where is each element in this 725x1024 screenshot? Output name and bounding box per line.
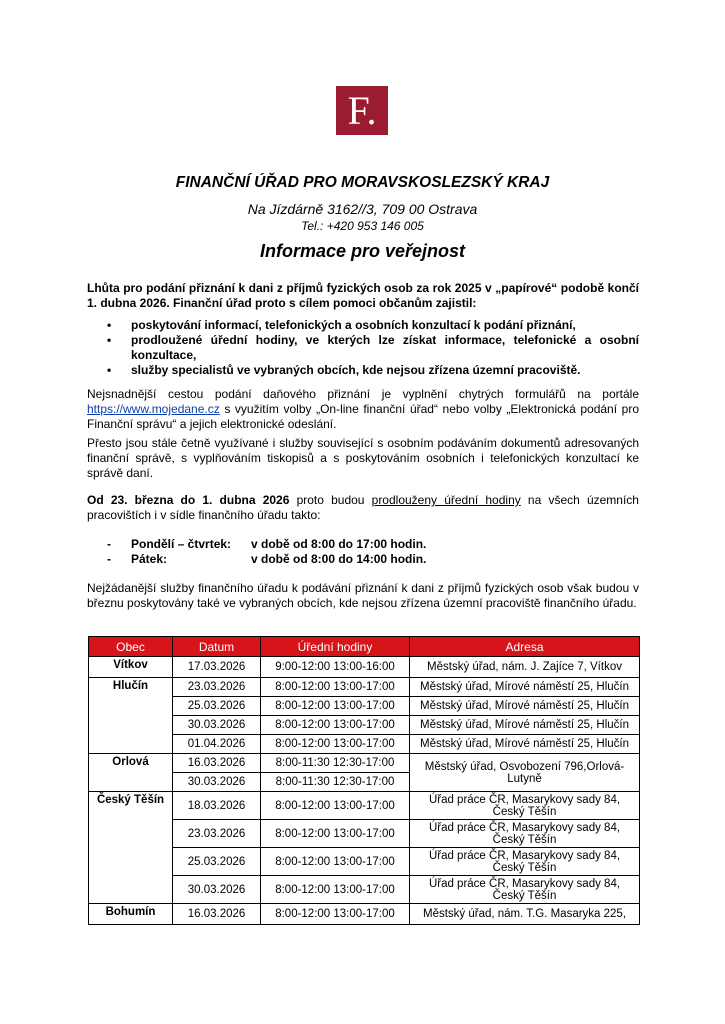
cell-datum: 30.03.2026	[173, 716, 261, 735]
cell-hodiny: 8:00-12:00 13:00-17:00	[261, 876, 410, 904]
cell-hodiny: 8:00-11:30 12:30-17:00	[261, 773, 410, 792]
cell-datum: 30.03.2026	[173, 876, 261, 904]
extended-hours-underlined: prodlouženy úřední hodiny	[371, 493, 521, 507]
office-hours	[107, 537, 426, 567]
header-datum: Datum	[173, 637, 261, 657]
cell-adresa: Městský úřad, Mírové náměstí 25, Hlučín	[410, 697, 640, 716]
header-obec: Obec	[89, 637, 173, 657]
services-list	[87, 318, 639, 378]
cell-adresa: Úřad práce ČR, Masarykovy sady 84, Český Těšín	[410, 876, 640, 904]
cell-datum: 16.03.2026	[173, 904, 261, 925]
org-name: FINANČNÍ ÚŘAD PRO MORAVSKOSLEZSKÝ KRAJ	[175, 174, 550, 191]
cell-datum: 25.03.2026	[173, 697, 261, 716]
list-item: • prodloužené úřední hodiny, ve kterých lze získat informace, telefonické a osobní konzultace,	[87, 333, 639, 363]
eportal-text-after: s využitím volby „On-line finanční úřad“ nebo volby „Elektronická podání pro Finanční správu“ a jejich elektronické odeslání.	[87, 402, 639, 431]
cell-obec: Orlová	[89, 754, 173, 792]
cell-hodiny: 8:00-12:00 13:00-17:00	[261, 820, 410, 848]
cell-adresa: Městský úřad, Osvobození 796,Orlová-Lutyně	[410, 754, 640, 792]
hours-time: v době od 8:00 do 17:00 hodin.	[251, 537, 427, 551]
cell-obec: Bohumín	[89, 904, 173, 925]
org-phone: Tel.: +420 953 146 005	[301, 219, 424, 233]
hours-time: v době od 8:00 do 14:00 hodin.	[251, 552, 427, 566]
intro-paragraph: Lhůta pro podání přiznání k dani z příjmů fyzických osob za rok 2025 v „papírové“ podobě končí 1. dubna 2026. Finanční úřad proto s cílem pomoci občanům zajistil:	[87, 281, 639, 310]
cell-adresa: Městský úřad, nám. T.G. Masaryka 225,	[410, 904, 640, 925]
hours-row	[107, 552, 426, 567]
list-item: • poskytování informací, telefonických a osobních konzultací k podání přiznání,	[87, 318, 639, 333]
hours-day: Pondělí – čtvrtek:	[131, 537, 232, 551]
logo: F.	[336, 86, 388, 135]
table-row	[89, 678, 640, 697]
cell-obec: Vítkov	[89, 657, 173, 678]
services-paragraph: Přesto jsou stále četně využívané i služby související s osobním podáváním dokumentů adresovaných finanční správě, s vyplňováním tiskopisů a s poskytováním osobních i telefonických konzultací ke správě daní.	[87, 436, 639, 480]
hours-row	[107, 537, 426, 552]
cell-adresa: Městský úřad, Mírové náměstí 25, Hlučín	[410, 735, 640, 754]
cell-datum: 23.03.2026	[173, 820, 261, 848]
table-header-row	[89, 637, 640, 657]
cell-hodiny: 8:00-12:00 13:00-17:00	[261, 904, 410, 925]
eportal-text-before: Nejsnadnější cestou podání daňového přiznání je vyplnění chytrých formulářů na portále	[87, 387, 639, 401]
header-hodiny: Úřední hodiny	[261, 637, 410, 657]
cell-hodiny: 9:00-12:00 13:00-16:00	[261, 657, 410, 678]
cell-adresa: Úřad práce ČR, Masarykovy sady 84, Český Těšín	[410, 848, 640, 876]
cell-obec: Český Těšín	[89, 792, 173, 904]
cell-datum: 23.03.2026	[173, 678, 261, 697]
extended-hours-paragraph	[87, 493, 639, 523]
extended-hours-period: Od 23. března do 1. dubna 2026	[87, 493, 290, 507]
table-row	[89, 657, 640, 678]
cell-datum: 25.03.2026	[173, 848, 261, 876]
cell-hodiny: 8:00-12:00 13:00-17:00	[261, 697, 410, 716]
hours-dash: -	[107, 537, 111, 551]
table-row	[89, 792, 640, 820]
cell-datum: 17.03.2026	[173, 657, 261, 678]
hours-dash: -	[107, 552, 111, 566]
cell-datum: 01.04.2026	[173, 735, 261, 754]
cell-hodiny: 8:00-12:00 13:00-17:00	[261, 716, 410, 735]
cell-hodiny: 8:00-12:00 13:00-17:00	[261, 735, 410, 754]
header-adresa: Adresa	[410, 637, 640, 657]
table-row	[89, 904, 640, 925]
cell-hodiny: 8:00-12:00 13:00-17:00	[261, 678, 410, 697]
mojedane-link[interactable]: https://www.mojedane.cz	[87, 402, 220, 416]
schedule-table	[88, 636, 640, 925]
cell-hodiny: 8:00-12:00 13:00-17:00	[261, 792, 410, 820]
cell-adresa: Městský úřad, Mírové náměstí 25, Hlučín	[410, 678, 640, 697]
cell-adresa: Úřad práce ČR, Masarykovy sady 84, Český Těšín	[410, 820, 640, 848]
org-address: Na Jízdárně 3162//3, 709 00 Ostrava	[247, 201, 478, 217]
cell-datum: 30.03.2026	[173, 773, 261, 792]
cell-datum: 16.03.2026	[173, 754, 261, 773]
table-row	[89, 754, 640, 773]
cell-datum: 18.03.2026	[173, 792, 261, 820]
cell-adresa: Městský úřad, nám. J. Zajíce 7, Vítkov	[410, 657, 640, 678]
eportal-paragraph	[87, 387, 639, 432]
page-title: Informace pro veřejnost	[259, 241, 466, 261]
hours-day: Pátek:	[131, 552, 168, 566]
extended-hours-after: na všech územních pracovištích i v sídle finančního úřadu takto:	[87, 493, 639, 522]
cell-obec: Hlučín	[89, 678, 173, 754]
list-item: • služby specialistů ve vybraných obcích, kde nejsou zřízena územní pracoviště.	[87, 363, 639, 378]
cell-hodiny: 8:00-11:30 12:30-17:00	[261, 754, 410, 773]
cell-adresa: Úřad práce ČR, Masarykovy sady 84, Český Těšín	[410, 792, 640, 820]
page-cut-mask	[0, 931, 725, 1024]
specialists-paragraph: Nejžádanější služby finančního úřadu k podávání přiznání k dani z příjmů fyzických osob však budou v březnu poskytovány také ve vybraných obcích, kde nejsou zřízena územní pracoviště finančního úřadu.	[87, 581, 639, 610]
cell-hodiny: 8:00-12:00 13:00-17:00	[261, 848, 410, 876]
extended-hours-mid: proto budou	[289, 493, 372, 507]
cell-adresa: Městský úřad, Mírové náměstí 25, Hlučín	[410, 716, 640, 735]
